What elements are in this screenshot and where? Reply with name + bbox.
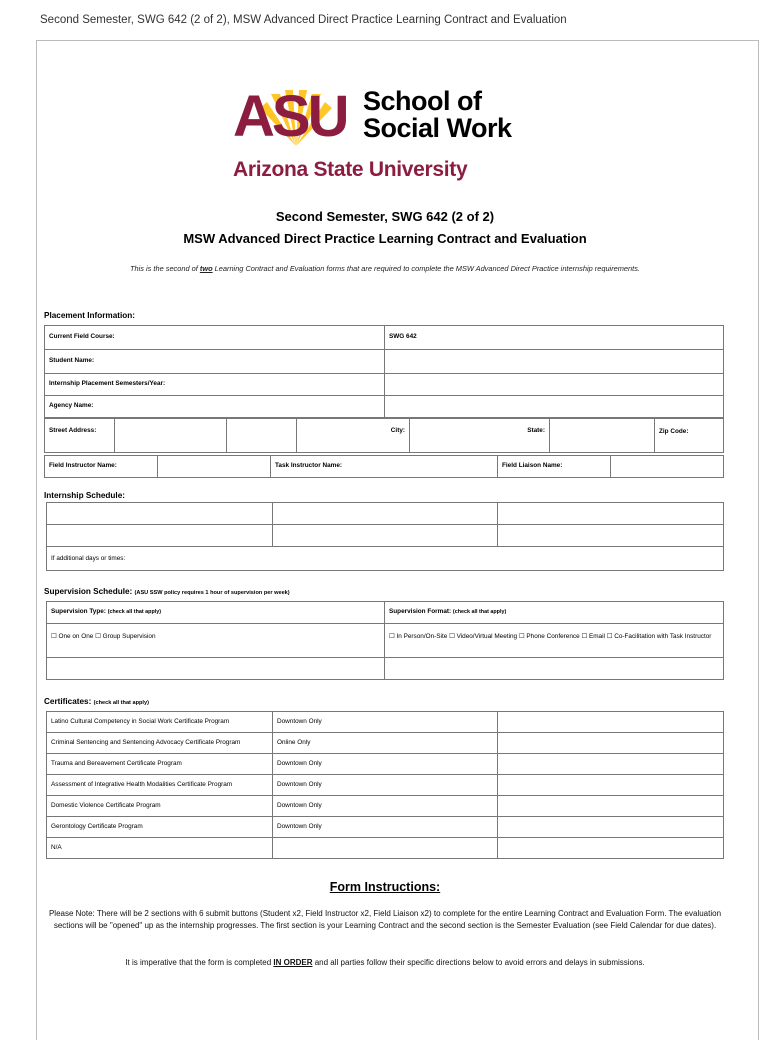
semesters-field[interactable] — [385, 374, 724, 396]
field-liaison-label: Field Liaison Name: — [498, 456, 611, 478]
semesters-label: Internship Placement Semesters/Year: — [45, 374, 385, 396]
title-line-2: MSW Advanced Direct Practice Learning Contract and Evaluation — [183, 231, 587, 246]
certificate-location: Downtown Only — [273, 796, 498, 817]
field-liaison-field[interactable] — [611, 456, 724, 478]
field-instructor-label: Field Instructor Name: — [45, 456, 158, 478]
schedule-cell[interactable] — [47, 503, 273, 525]
certificates-table — [46, 711, 724, 859]
title-line-1: Second Semester, SWG 642 (2 of 2) — [275, 209, 495, 224]
supervision-cell[interactable] — [47, 658, 385, 680]
supervision-cell[interactable] — [385, 658, 724, 680]
current-field-course-value: SWG 642 — [385, 326, 724, 350]
certificate-name: Trauma and Bereavement Certificate Program — [47, 754, 273, 775]
page-header: Second Semester, SWG 642 (2 of 2), MSW Advanced Direct Practice Learning Contract and Evaluation — [40, 14, 567, 26]
state-label: State: — [410, 419, 550, 453]
schedule-cell[interactable] — [498, 525, 724, 547]
certificate-name: N/A — [47, 838, 273, 859]
certificate-check-cell[interactable] — [498, 733, 724, 754]
street-address-field-2[interactable] — [227, 419, 297, 453]
certificate-location: Online Only — [273, 733, 498, 754]
address-table — [44, 418, 724, 453]
certificate-row[interactable] — [47, 712, 724, 733]
order-note-after: and all parties follow their specific directions below to avoid errors and delays in submissions. — [312, 958, 645, 967]
supervision-type-header — [47, 602, 385, 624]
schedule-table — [46, 502, 724, 571]
certificate-name: Domestic Violence Certificate Program — [47, 796, 273, 817]
certificates-heading — [44, 697, 149, 706]
school-line-2: Social Work — [363, 113, 512, 143]
additional-days-label[interactable]: If additional days or times: — [47, 547, 724, 571]
intro-after: Learning Contract and Evaluation forms that are required to complete the MSW Advanced Direct Practice internship requirements. — [212, 264, 640, 273]
certificate-location: Downtown Only — [273, 817, 498, 838]
street-address-field[interactable] — [115, 419, 227, 453]
schedule-heading: Internship Schedule: — [44, 491, 125, 500]
schedule-cell[interactable] — [273, 503, 498, 525]
certificate-row[interactable] — [47, 817, 724, 838]
order-note-before: It is imperative that the form is completed — [125, 958, 274, 967]
instructions-heading: Form Instructions: — [329, 880, 441, 894]
supervision-table — [46, 601, 724, 680]
supervision-format-options[interactable]: ☐ In Person/On-Site ☐ Video/Virtual Meeting ☐ Phone Conference ☐ Email ☐ Co-Facilitation with Task Instructor — [385, 624, 724, 658]
state-field[interactable] — [550, 419, 655, 453]
intro-text — [0, 264, 770, 273]
supervision-format-label: Supervision Format: — [389, 608, 452, 615]
schedule-cell[interactable] — [47, 525, 273, 547]
certificate-location: Downtown Only — [273, 754, 498, 775]
instructions-body: Please Note: There will be 2 sections with 6 submit buttons (Student x2, Field Instructor x2, Field Liaison x2) to complete for the entire Learning Contract and Evaluation Form. The evaluation sections will be "opened" up as the internship progresses. The first section is your Learning Contract and the second section is the Semester Evaluation (see Field Calendar for due dates). — [48, 909, 722, 930]
supervision-note: (ASU SSW policy requires 1 hour of supervision per week) — [134, 590, 290, 596]
certificate-check-cell[interactable] — [498, 712, 724, 733]
agency-field[interactable] — [385, 396, 724, 418]
supervision-type-label: Supervision Type: — [51, 608, 106, 615]
certificate-name: Assessment of Integrative Health Modalities Certificate Program — [47, 775, 273, 796]
certificate-check-cell[interactable] — [498, 775, 724, 796]
supervision-heading — [44, 587, 290, 596]
supervision-type-options[interactable]: ☐ One on One ☐ Group Supervision — [47, 624, 385, 658]
certificate-check-cell[interactable] — [498, 817, 724, 838]
task-instructor-label: Task Instructor Name: — [271, 456, 498, 478]
certificate-location: Downtown Only — [273, 775, 498, 796]
certificate-check-cell[interactable] — [498, 838, 724, 859]
intro-emphasis: two — [199, 264, 213, 273]
university-name: Arizona State University — [233, 158, 468, 181]
supervision-format-note: (check all that apply) — [452, 609, 507, 615]
certificate-row[interactable] — [47, 796, 724, 817]
supervision-heading-text: Supervision Schedule: — [44, 587, 133, 596]
instructions-order-note — [40, 958, 730, 967]
school-name — [363, 88, 512, 142]
certificates-note: (check all that apply) — [93, 700, 149, 706]
asu-logo — [233, 84, 543, 188]
street-address-label: Street Address: — [45, 419, 115, 453]
certificate-name: Gerontology Certificate Program — [47, 817, 273, 838]
certificates-heading-text: Certificates: — [44, 697, 92, 706]
certificate-row[interactable] — [47, 733, 724, 754]
certificate-location: Downtown Only — [273, 712, 498, 733]
certificate-row[interactable] — [47, 838, 724, 859]
schedule-cell[interactable] — [498, 503, 724, 525]
asu-wordmark: ASU — [233, 84, 347, 149]
student-name-label: Student Name: — [45, 350, 385, 374]
supervision-type-note: (check all that apply) — [107, 609, 162, 615]
supervision-format-header — [385, 602, 724, 624]
city-label: City: — [297, 419, 410, 453]
certificate-name: Latino Cultural Competency in Social Work Certificate Program — [47, 712, 273, 733]
schedule-cell[interactable] — [273, 525, 498, 547]
placement-table-top — [44, 325, 724, 418]
zip-code-label: Zip Code: — [655, 419, 724, 453]
certificate-check-cell[interactable] — [498, 796, 724, 817]
agency-label: Agency Name: — [45, 396, 385, 418]
order-note-emphasis: IN ORDER — [273, 958, 313, 967]
school-line-1: School of — [363, 86, 482, 116]
instructors-table — [44, 455, 724, 478]
intro-before: This is the second of — [130, 264, 200, 273]
certificate-name: Criminal Sentencing and Sentencing Advocacy Certificate Program — [47, 733, 273, 754]
certificate-location — [273, 838, 498, 859]
current-field-course-label: Current Field Course: — [45, 326, 385, 350]
certificate-row[interactable] — [47, 775, 724, 796]
student-name-field[interactable] — [385, 350, 724, 374]
certificate-check-cell[interactable] — [498, 754, 724, 775]
placement-heading: Placement Information: — [44, 311, 135, 320]
field-instructor-field[interactable] — [158, 456, 271, 478]
certificate-row[interactable] — [47, 754, 724, 775]
